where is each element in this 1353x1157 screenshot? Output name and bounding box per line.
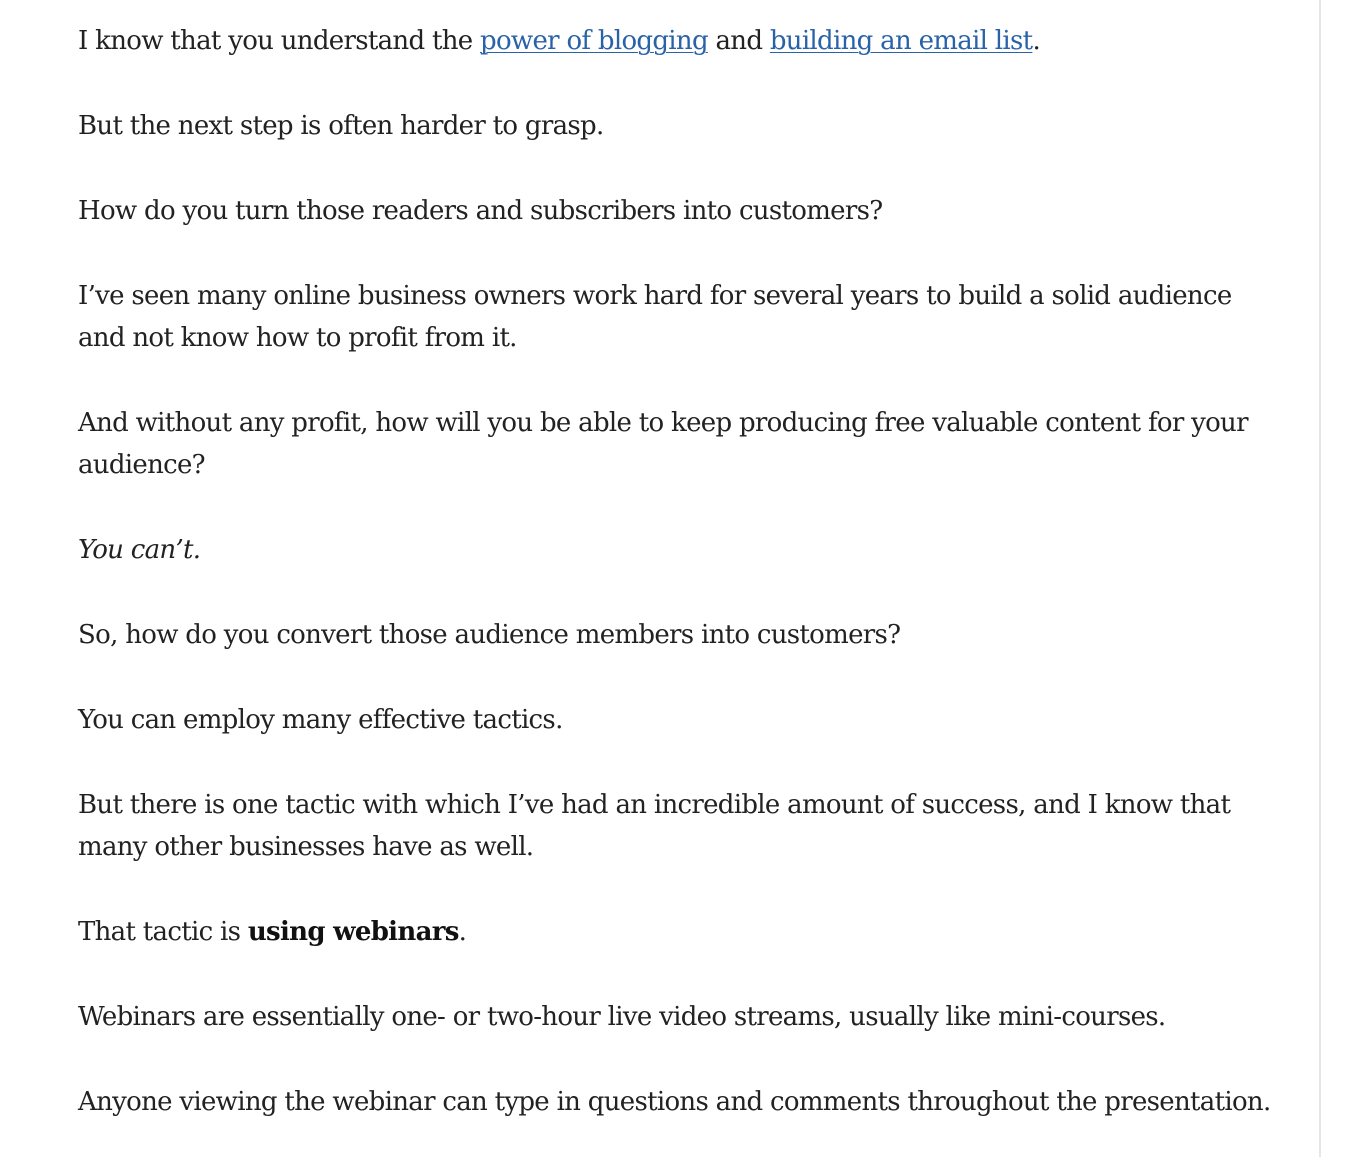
power-of-blogging-link[interactable]: power of blogging: [480, 26, 708, 56]
paragraph-tactics: You can employ many effective tactics.: [78, 705, 563, 735]
paragraph-you-cant: [78, 529, 1278, 571]
intro-text-before: I know that you understand the: [78, 26, 481, 56]
using-webinars-bold: using webinars: [247, 917, 459, 947]
paragraph-webinars-definition: Webinars are essentially one- or two-hour live video streams, usually like mini-courses.: [78, 1002, 1166, 1032]
paragraph-convert-question: So, how do you convert those audience members into customers?: [78, 620, 901, 650]
paragraph-audience-profit: I’ve seen many online business owners work hard for several years to build a solid audience and not know how to profit from it.: [78, 281, 1232, 353]
webinars-text-after: .: [458, 917, 467, 947]
paragraph-intro: [78, 20, 1278, 62]
paragraph-next-step: But the next step is often harder to grasp.: [78, 111, 604, 141]
you-cant-emphasis: You can’t.: [78, 535, 201, 565]
right-border-divider: [1319, 0, 1321, 1157]
webinars-text-before: That tactic is: [78, 917, 248, 947]
paragraph-using-webinars: [78, 911, 1278, 953]
paragraph-without-profit: And without any profit, how will you be able to keep producing free valuable content for your audience?: [78, 408, 1248, 480]
paragraph-viewers-questions: Anyone viewing the webinar can type in questions and comments throughout the presentation.: [78, 1087, 1271, 1117]
intro-text-after: .: [1032, 26, 1041, 56]
intro-text-middle: and: [707, 26, 770, 56]
paragraph-question-customers: How do you turn those readers and subscribers into customers?: [78, 196, 883, 226]
article-body: [78, 20, 1278, 1157]
paragraph-one-tactic: But there is one tactic with which I’ve had an incredible amount of success, and I know that many other businesses have as well.: [78, 790, 1231, 862]
building-email-list-link[interactable]: building an email list: [769, 26, 1033, 56]
